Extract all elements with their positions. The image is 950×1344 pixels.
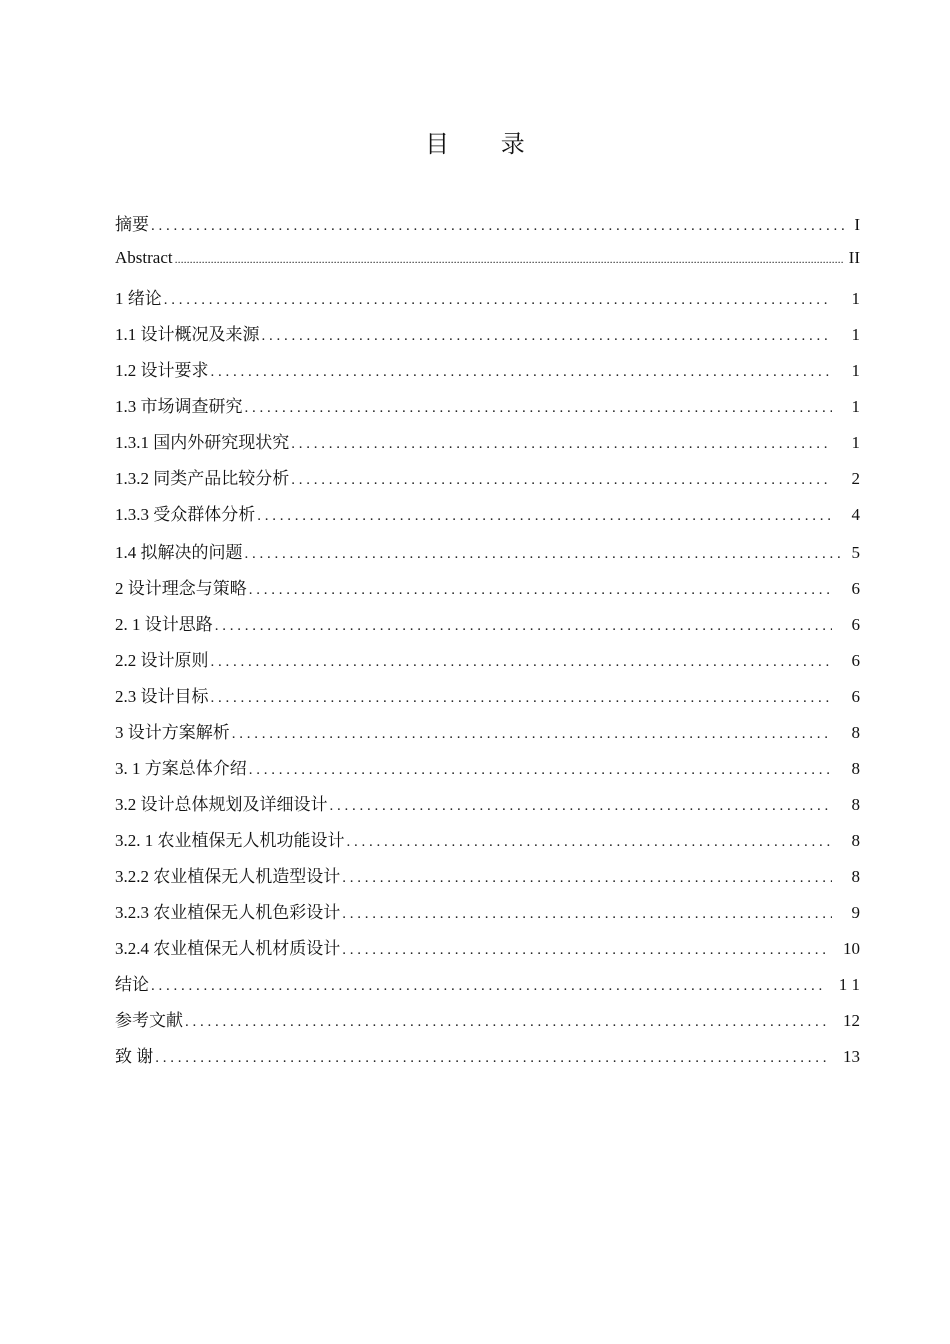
dot-leader: [151, 978, 825, 995]
toc-entry[interactable]: [115, 210, 860, 248]
toc-entry-label: 致 谢: [115, 1047, 154, 1066]
dot-leader: [185, 1014, 829, 1031]
toc-entry-label: 3. 1 方案总体介绍: [115, 759, 247, 778]
toc-entry-page: 8: [851, 795, 860, 814]
toc-entry-label: 2 设计理念与策略: [115, 579, 247, 598]
dot-leader: [347, 834, 833, 851]
toc-entry[interactable]: [115, 248, 860, 284]
toc-entry[interactable]: [115, 862, 860, 898]
toc-entry-page: 1: [851, 325, 860, 344]
dot-leader: [342, 906, 832, 923]
dot-leader: [211, 364, 833, 381]
dot-leader: [249, 582, 832, 599]
toc-entry-label: 结论: [115, 975, 149, 994]
toc-entry-label: 1.3.3 受众群体分析: [115, 505, 256, 524]
toc-entry-page: 1: [851, 397, 860, 416]
toc-entry-label: 1.4 拟解决的问题: [115, 543, 243, 562]
toc-entry-label: Abstract: [115, 248, 173, 267]
dot-leader: [164, 292, 832, 309]
toc-entry-page: 8: [851, 831, 860, 850]
toc-entry-label: 1.2 设计要求: [115, 361, 209, 380]
toc-entry[interactable]: [115, 500, 860, 538]
dot-leader: [211, 690, 833, 707]
dot-leader: [175, 251, 844, 268]
toc-entry-page: 8: [851, 723, 860, 742]
toc-entry-page: 4: [851, 505, 860, 524]
toc-entry-label: 1.3.1 国内外研究现状究: [115, 433, 290, 452]
toc-entry-label: 2. 1 设计思路: [115, 615, 213, 634]
toc-entry-page: 1: [851, 433, 860, 452]
toc-entry-page: 8: [851, 759, 860, 778]
toc-entry-label: 2.2 设计原则: [115, 651, 209, 670]
toc-entry-page: 1: [851, 289, 860, 308]
dot-leader: [245, 400, 833, 417]
dot-leader: [232, 726, 832, 743]
dot-leader: [291, 436, 832, 453]
dot-leader: [215, 618, 832, 635]
toc-entry-label: 摘要: [115, 215, 149, 234]
toc-entry-label: 3.2 设计总体规划及详细设计: [115, 795, 328, 814]
toc-entry-label: 3.2.4 农业植保无人机材质设计: [115, 939, 341, 958]
toc-entry[interactable]: [115, 428, 860, 464]
dot-leader: [211, 654, 833, 671]
toc-entry[interactable]: [115, 970, 860, 1006]
toc-entry[interactable]: [115, 1042, 860, 1078]
toc-entry[interactable]: [115, 934, 860, 970]
toc-entry-page: 6: [851, 687, 860, 706]
toc-entry-page: 6: [851, 579, 860, 598]
toc-entry-page: 6: [851, 615, 860, 634]
dot-leader: [245, 546, 845, 563]
toc-entry-label: 1.1 设计概况及来源: [115, 325, 260, 344]
toc-entry-label: 3.2.3 农业植保无人机色彩设计: [115, 903, 341, 922]
dot-leader: [249, 762, 832, 779]
toc-entry[interactable]: [115, 356, 860, 392]
toc-title: 目 录: [425, 130, 547, 158]
toc-entry-page: 8: [851, 867, 860, 886]
toc-entry[interactable]: [115, 392, 860, 428]
toc-entry[interactable]: [115, 538, 860, 574]
dot-leader: [155, 1050, 829, 1067]
toc-entry[interactable]: [115, 826, 860, 862]
toc-entry-page: 9: [851, 903, 860, 922]
toc-entry-page: 13: [843, 1047, 860, 1066]
toc-entry-page: 12: [843, 1011, 860, 1030]
toc-entry-page: 10: [843, 939, 860, 958]
dot-leader: [342, 942, 829, 959]
dot-leader: [291, 472, 832, 489]
toc-entry-label: 1.3 市场调查研究: [115, 397, 243, 416]
toc-entry-label: 3.2. 1 农业植保无人机功能设计: [115, 831, 345, 850]
toc-entry[interactable]: [115, 464, 860, 500]
dot-leader: [257, 508, 832, 525]
dot-leader: [151, 218, 844, 235]
toc-entry-label: 3.2.2 农业植保无人机造型设计: [115, 867, 341, 886]
toc-entry-label: 1.3.2 同类产品比较分析: [115, 469, 290, 488]
toc-entry-page: 6: [851, 651, 860, 670]
toc-entry[interactable]: [115, 320, 860, 356]
dot-leader: [262, 328, 833, 345]
dot-leader: [342, 870, 832, 887]
toc-entry[interactable]: [115, 1006, 860, 1042]
toc-entry-label: 3 设计方案解析: [115, 723, 230, 742]
toc-entry-page: 5: [851, 543, 860, 562]
toc-entry[interactable]: [115, 754, 860, 790]
toc-entry[interactable]: [115, 610, 860, 646]
dot-leader: [330, 798, 833, 815]
toc-entry-page: 2: [851, 469, 860, 488]
toc-entry-page: II: [848, 248, 860, 267]
toc-entry-label: 1 绪论: [115, 289, 162, 308]
toc-entry[interactable]: [115, 898, 860, 934]
table-of-contents: [115, 210, 860, 1078]
toc-entry-page: 1: [851, 361, 860, 380]
toc-entry-label: 2.3 设计目标: [115, 687, 209, 706]
toc-entry[interactable]: [115, 790, 860, 826]
toc-entry[interactable]: [115, 284, 860, 320]
toc-entry[interactable]: [115, 682, 860, 718]
toc-entry[interactable]: [115, 574, 860, 610]
toc-entry[interactable]: [115, 718, 860, 754]
toc-entry-label: 参考文献: [115, 1011, 183, 1030]
toc-entry-page: 1 1: [838, 975, 860, 994]
toc-entry[interactable]: [115, 646, 860, 682]
toc-entry-page: I: [854, 215, 860, 234]
